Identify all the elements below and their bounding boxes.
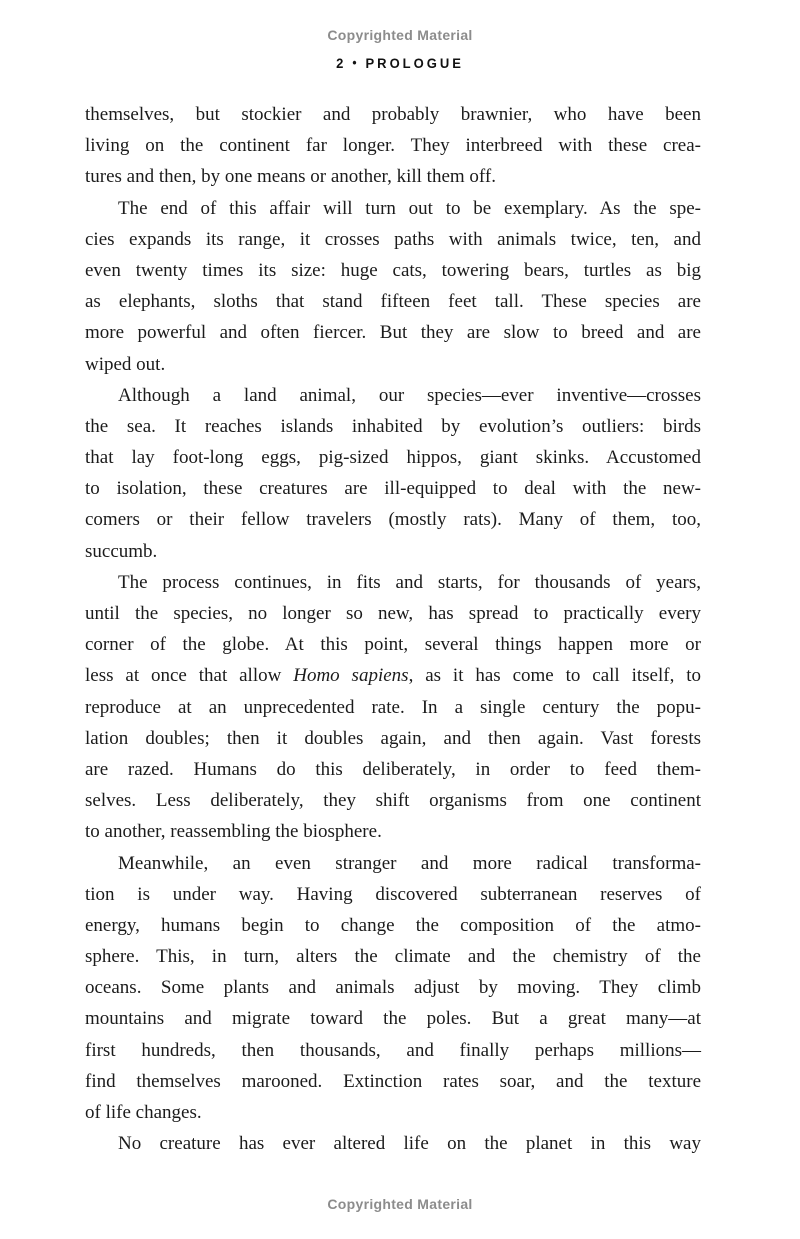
text-line: selves. Less deliberately, they shift organisms from one continent: [85, 790, 701, 812]
text-line: mountains and migrate toward the poles. But a great many—at: [85, 1008, 701, 1030]
text-line: The process continues, in fits and starts, for thousands of years,: [118, 571, 701, 593]
text-line: to isolation, these creatures are ill-equipped to deal with the new-: [85, 478, 701, 500]
text-line: wiped out.: [85, 353, 166, 375]
text-line: lation doubles; then it doubles again, and then again. Vast forests: [85, 727, 701, 749]
text-line: tures and then, by one means or another, kill them off.: [85, 166, 496, 188]
copyright-notice-top: Copyrighted Material: [327, 27, 473, 43]
text-line: themselves, but stockier and probably brawnier, who have been: [85, 104, 701, 125]
text-line: sphere. This, in turn, alters the climate and the chemistry of the: [85, 946, 701, 968]
text-line: Although a land animal, our species—ever inventive—crosses: [118, 384, 701, 406]
paragraph: [85, 848, 701, 1129]
text-line: more powerful and often fiercer. But they are slow to breed and are: [85, 322, 701, 344]
page-number: 2: [336, 55, 347, 72]
text-line: energy, humans begin to change the composition of the atmo-: [85, 914, 701, 936]
paragraph: [85, 1128, 701, 1159]
text-line: Meanwhile, an even stranger and more radical transforma-: [118, 852, 701, 874]
page-text: [85, 99, 701, 1159]
text-line: are razed. Humans do this deliberately, in order to feed them-: [85, 758, 701, 780]
text-line: that lay foot-long eggs, pig-sized hippos, giant skinks. Accustomed: [85, 447, 701, 469]
paragraph: [85, 567, 701, 848]
text-line: succumb.: [85, 540, 158, 562]
text-line: until the species, no longer so new, has spread to practically every: [85, 603, 701, 624]
text-line: corner of the globe. At this point, several things happen more or: [85, 634, 701, 656]
text-line: living on the continent far longer. They interbreed with these crea-: [85, 135, 701, 157]
paragraph: [85, 380, 701, 567]
text-line: The end of this affair will turn out to be exemplary. As the spe-: [118, 197, 701, 219]
text-line: the sea. It reaches islands inhabited by evolution’s outliers: birds: [85, 415, 701, 437]
paragraph: [85, 193, 701, 380]
text-line: No creature has ever altered life on the planet in this way: [118, 1133, 701, 1155]
text-line: even twenty times its size: huge cats, towering bears, turtles as big: [85, 259, 701, 281]
text-line: find themselves marooned. Extinction rates soar, and the texture: [85, 1070, 701, 1092]
running-head-title: PROLOGUE: [365, 55, 464, 72]
text-line: as elephants, sloths that stand fifteen feet tall. These species are: [85, 291, 701, 313]
text-line: of life changes.: [85, 1102, 202, 1123]
text-line: first hundreds, then thousands, and finally perhaps millions—: [85, 1039, 701, 1061]
text-line: to another, reassembling the biosphere.: [85, 821, 382, 843]
paragraph: [85, 99, 701, 193]
text-line: tion is under way. Having discovered subterranean reserves of: [85, 883, 701, 905]
running-head: [0, 56, 800, 72]
text-line: less at once that allow Homo sapiens, as it has come to call itself, to: [85, 665, 701, 687]
copyright-notice-bottom: Copyrighted Material: [327, 1196, 473, 1212]
bullet-separator: •: [352, 55, 360, 71]
text-line: oceans. Some plants and animals adjust by moving. They climb: [85, 977, 701, 999]
text-line: comers or their fellow travelers (mostly rats). Many of them, too,: [85, 509, 701, 531]
text-line: cies expands its range, it crosses paths with animals twice, ten, and: [85, 228, 701, 250]
text-line: reproduce at an unprecedented rate. In a single century the popu-: [85, 696, 701, 718]
